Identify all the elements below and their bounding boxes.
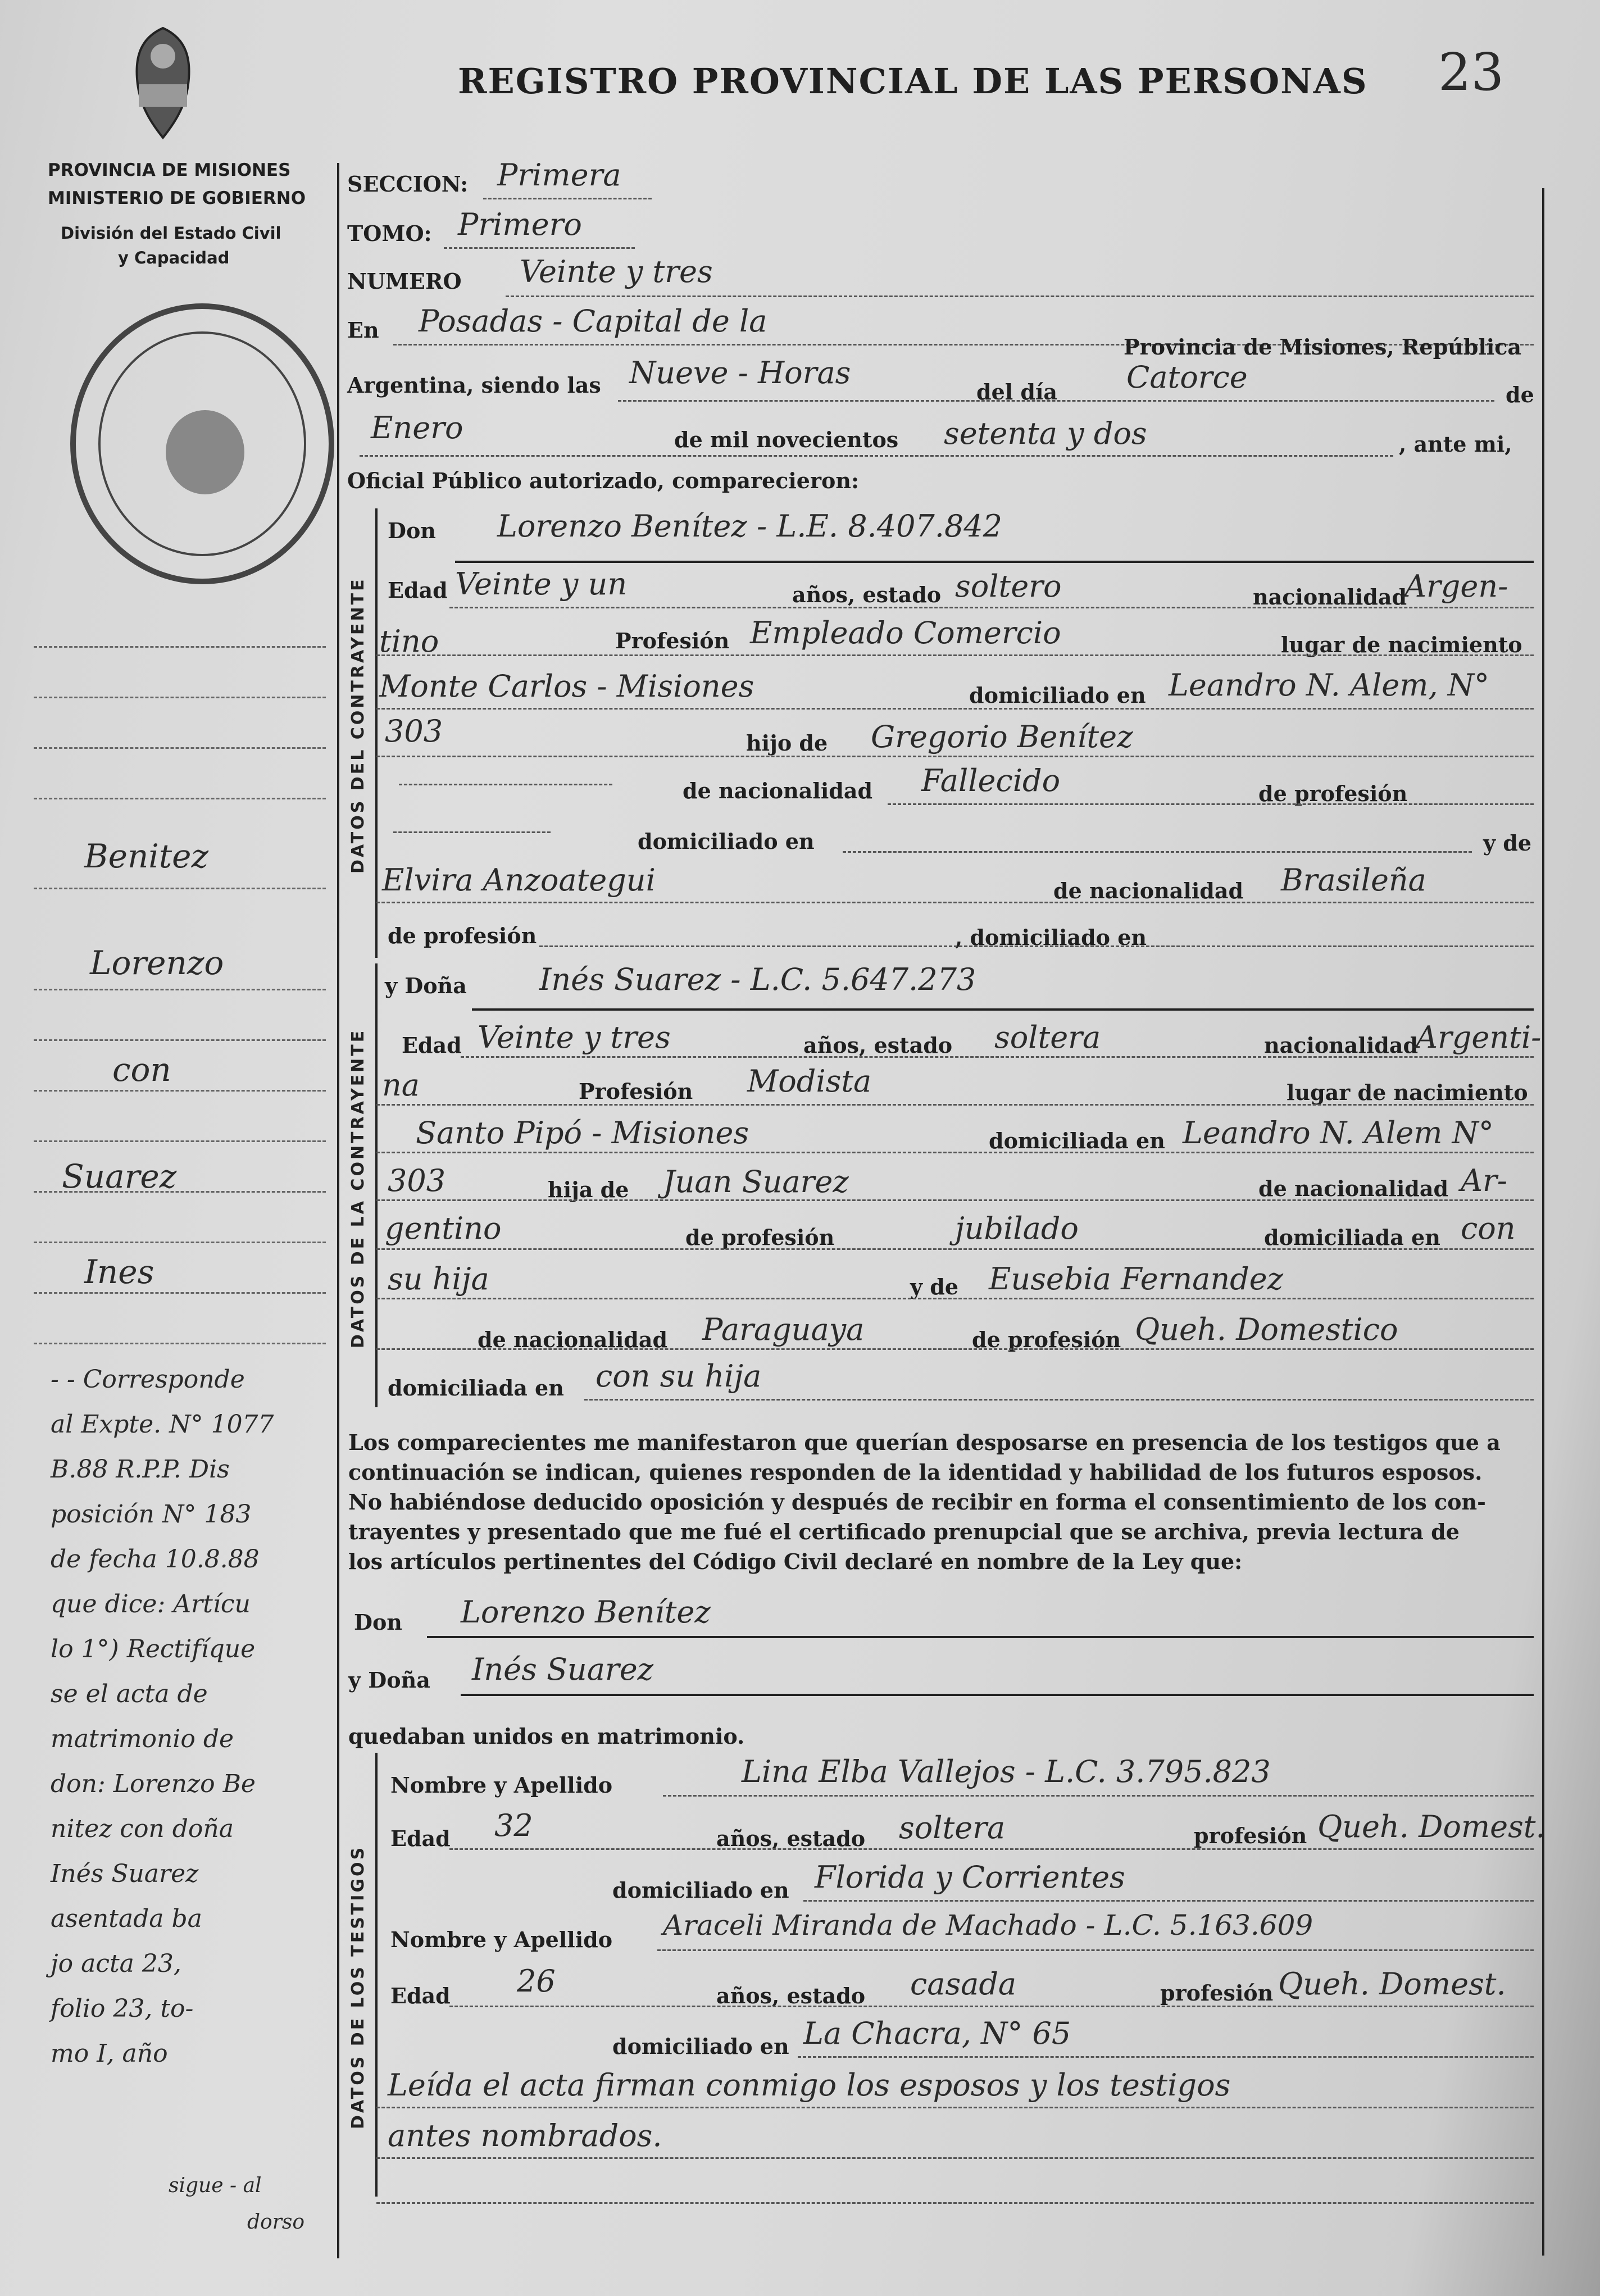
contrayenta-nac-value-b: na — [382, 1067, 420, 1103]
contrayenta-madre-prof: Queh. Domestico — [1135, 1312, 1398, 1347]
contrayenta-estado-value: soltera — [994, 1020, 1101, 1055]
mes-value: Enero — [371, 410, 463, 445]
declaration-line-1: Los comparecientes me manifestaron que querían desposarse en presencia de los testigos que a — [348, 1430, 1501, 1455]
margin-name-5: Ines — [84, 1253, 154, 1291]
declaration-line-2: continuación se indican, quienes responden de la identidad y habilidad de los futuros esposos. — [348, 1460, 1483, 1485]
contrayente-edad-value: Veinte y un — [455, 566, 628, 602]
margin-rule-11 — [34, 1242, 326, 1243]
t2-prof-value: Queh. Domest. — [1278, 1966, 1506, 2002]
margin-rule-6 — [34, 989, 326, 990]
contrayente-madre-rule — [376, 902, 1534, 903]
contrayenta-padre-value: Juan Suarez — [663, 1164, 849, 1199]
t1-edad-rule — [449, 1848, 1534, 1850]
contrayente-nac-value-b: tino — [379, 624, 439, 659]
contrayente-domic-rule — [843, 851, 1472, 853]
dia-label: del día — [976, 379, 1058, 404]
margin-name-1: Benitez — [84, 837, 209, 875]
contrayente-domic-label: domiciliado en — [638, 829, 815, 854]
don-label: Don — [388, 518, 436, 543]
contrayente-blank-rule — [399, 784, 612, 785]
t1-nombre-label: Nombre y Apellido — [390, 1772, 613, 1798]
declaration-don-label: Don — [354, 1610, 402, 1635]
provincia-text: Provincia de Misiones, República — [1124, 334, 1521, 360]
contrayente-dom-value: Leandro N. Alem, N° — [1169, 667, 1489, 703]
declaration-unidos: quedaban unidos en matrimonio. — [348, 1724, 745, 1749]
authority-line-3: División del Estado Civil — [61, 224, 281, 243]
margin-rule-12 — [34, 1292, 326, 1294]
margin-note-11: nitez con doña — [51, 1815, 234, 1843]
contrayenta-edad-label: Edad — [402, 1033, 462, 1058]
contrayenta-rule — [375, 963, 378, 1407]
contrayenta-de-prof-label: de profesión — [685, 1225, 835, 1250]
contrayenta-lugar-value: Santo Pipó - Misiones — [416, 1115, 749, 1151]
contrayenta-madre-rule — [376, 1298, 1534, 1299]
contrayenta-y-de-label: y de — [910, 1274, 959, 1299]
margin-note-1: - - Corresponde — [51, 1365, 245, 1394]
contrayenta-madre-dom-label: domiciliada en — [388, 1375, 564, 1401]
contrayente-rule — [375, 508, 378, 958]
margin-note-15: folio 23, to- — [51, 1994, 194, 2023]
margin-rule-7 — [34, 1039, 326, 1041]
t2-edad-label: Edad — [390, 1983, 451, 2008]
closing-rule-b — [376, 2157, 1534, 2159]
contrayenta-name: Inés Suarez - L.C. 5.647.273 — [539, 962, 976, 997]
contrayente-nac-label: nacionalidad — [1253, 584, 1407, 610]
testigos-section-label: DATOS DE LOS TESTIGOS — [348, 1845, 368, 2129]
margin-note-2: al Expte. N° 1077 — [51, 1410, 274, 1439]
contrayenta-padre-nac-rule — [376, 1248, 1534, 1250]
declaration-line-3: No habiéndose deducido oposición y después de recibir en forma el consentimiento de los con- — [348, 1489, 1486, 1515]
anio-value: setenta y dos — [944, 416, 1147, 451]
margin-note-9: matrimonio de — [51, 1725, 234, 1753]
t1-anios-label: años, estado — [716, 1826, 866, 1851]
contrayenta-prof-rule — [376, 1104, 1534, 1106]
seccion-value: Primera — [497, 157, 621, 193]
contrayenta-nac-label: nacionalidad — [1264, 1033, 1419, 1058]
margin-name-4: Suarez — [62, 1157, 177, 1195]
contrayenta-madre-nac-rule — [376, 1348, 1534, 1350]
declaration-dona-rule — [461, 1694, 1534, 1696]
contrayente-edad-rule — [449, 607, 1534, 608]
contrayenta-prof-label: Profesión — [579, 1079, 693, 1104]
margin-note-12: Inés Suarez — [51, 1859, 199, 1888]
frame-left-rule — [337, 163, 339, 2258]
declaration-don-rule — [427, 1636, 1534, 1638]
tomo-rule — [444, 247, 635, 249]
contrayenta-section-label: DATOS DE LA CONTRAYENTE — [348, 1028, 368, 1348]
contrayenta-madre-nac: Paraguaya — [702, 1312, 865, 1347]
margin-rule-9 — [34, 1140, 326, 1142]
t1-edad-value: 32 — [494, 1808, 533, 1843]
t2-edad-rule — [449, 2006, 1534, 2007]
contrayente-lugar-value: Monte Carlos - Misiones — [379, 669, 754, 704]
oficial-text: Oficial Público autorizado, comparecieron: — [347, 468, 859, 493]
t1-nombre-value: Lina Elba Vallejos - L.C. 3.795.823 — [742, 1754, 1271, 1789]
contrayenta-madre-dom-rule — [584, 1399, 1534, 1401]
margin-rule-13 — [34, 1343, 326, 1344]
contrayenta-padre-prof: jubilado — [955, 1211, 1079, 1246]
contrayente-prof-label: Profesión — [615, 628, 730, 653]
hora-value: Nueve - Horas — [629, 355, 851, 390]
margin-rule-10 — [34, 1191, 326, 1193]
contrayente-y-de-label: y de — [1483, 830, 1532, 856]
margin-rule-1 — [34, 646, 326, 648]
contrayente-dom-num: 303 — [385, 713, 443, 749]
contrayenta-padre-rule — [376, 1199, 1534, 1201]
contrayenta-padre-dom-b: su hija — [388, 1261, 489, 1297]
t1-prof-value: Queh. Domest. — [1317, 1809, 1546, 1844]
margin-note-14: jo acta 23, — [51, 1949, 181, 1978]
contrayenta-madre-prof-label: de profesión — [972, 1327, 1121, 1352]
contrayenta-edad-rule — [461, 1056, 1534, 1058]
t1-estado-value: soltera — [899, 1810, 1006, 1845]
t1-prof-label: profesión — [1194, 1823, 1307, 1848]
en-value: Posadas - Capital de la — [419, 303, 767, 339]
t2-edad-value: 26 — [517, 1963, 556, 1999]
margin-note-6: que dice: Artícu — [51, 1590, 251, 1618]
contrayenta-anios-label: años, estado — [803, 1033, 953, 1058]
contrayenta-dom-label: domiciliada en — [989, 1128, 1165, 1153]
declaration-don-value: Lorenzo Benítez — [461, 1594, 711, 1630]
contrayenta-padre-nac-a: Ar- — [1461, 1163, 1508, 1198]
contrayenta-dom-num: 303 — [388, 1163, 446, 1198]
margin-rule-8 — [34, 1090, 326, 1092]
closing-rule-a — [376, 2107, 1534, 2108]
hora-rule — [618, 400, 1494, 402]
margin-footer-a: sigue - al — [169, 2174, 262, 2197]
contrayente-nac-rule — [888, 803, 1534, 805]
declaration-dona-value: Inés Suarez — [472, 1652, 654, 1687]
contrayenta-madre-dom: con su hija — [596, 1358, 762, 1394]
contrayenta-domic-label: domiciliada en — [1264, 1225, 1440, 1250]
t2-estado-value: casada — [910, 1966, 1017, 2002]
en-label: En — [347, 317, 379, 343]
contrayente-dom-label: domiciliado en — [969, 683, 1146, 708]
t2-dom-value: La Chacra, N° 65 — [803, 2016, 1071, 2051]
t1-edad-label: Edad — [390, 1826, 451, 1851]
contrayente-name: Lorenzo Benítez - L.E. 8.407.842 — [497, 508, 1003, 544]
seccion-rule — [483, 198, 652, 199]
authority-line-2: MINISTERIO DE GOBIERNO — [48, 188, 306, 208]
contrayente-prof-value: Empleado Comercio — [750, 615, 1061, 651]
t2-dom-rule — [798, 2056, 1534, 2058]
t2-nombre-value: Araceli Miranda de Machado - L.C. 5.163.609 — [663, 1909, 1313, 1942]
authority-line-4: y Capacidad — [118, 248, 230, 267]
t2-anios-label: años, estado — [716, 1983, 866, 2008]
margin-name-3: con — [112, 1051, 171, 1089]
mes-rule — [360, 455, 1393, 457]
contrayenta-madre-value: Eusebia Fernandez — [989, 1261, 1284, 1297]
contrayente-padre-value: Gregorio Benítez — [871, 719, 1133, 754]
t2-nombre-label: Nombre y Apellido — [390, 1927, 613, 1952]
t1-dom-value: Florida y Corrientes — [815, 1859, 1125, 1895]
margin-note-16: mo I, año — [51, 2039, 168, 2068]
contrayenta-dom-value: Leandro N. Alem N° — [1183, 1115, 1494, 1151]
contrayente-padre-nac: Fallecido — [921, 763, 1061, 798]
margin-note-10: don: Lorenzo Be — [51, 1770, 256, 1798]
contrayente-edad-label: Edad — [388, 578, 448, 603]
contrayenta-lugar-label: lugar de nacimiento — [1287, 1080, 1528, 1105]
declaration-dona-label: y Doña — [348, 1667, 430, 1693]
dona-label: y Doña — [385, 973, 467, 998]
contrayenta-padre-dom-a: con — [1461, 1211, 1516, 1246]
contrayenta-lugar-rule — [376, 1152, 1534, 1153]
contrayenta-de-nac-label: de nacionalidad — [1258, 1176, 1449, 1201]
anio-label: de mil novecientos — [674, 427, 899, 452]
frame-right-rule — [1542, 188, 1544, 2256]
contrayente-madre-nac-label: de nacionalidad — [1053, 878, 1244, 903]
margin-name-2: Lorenzo — [90, 944, 224, 982]
numero-label: NUMERO — [347, 269, 462, 294]
contrayente-de-nac-label: de nacionalidad — [683, 778, 873, 803]
t2-prof-label: profesión — [1160, 1980, 1274, 2006]
margin-rule-5 — [34, 888, 326, 889]
dia-value: Catorce — [1126, 360, 1248, 395]
contrayente-madre-nac: Brasileña — [1281, 862, 1426, 898]
contrayente-madre-value: Elvira Anzoategui — [382, 862, 656, 898]
contrayente-nac-value-a: Argen- — [1404, 569, 1508, 604]
tomo-label: TOMO: — [347, 221, 432, 246]
contrayente-madre-prof-rule — [539, 945, 1534, 947]
closing-line-b: antes nombrados. — [388, 2118, 662, 2153]
contrayente-estado-value: soltero — [955, 569, 1062, 604]
closing-rule-c — [376, 2202, 1534, 2204]
page-number: 23 — [1438, 42, 1504, 102]
contrayenta-name-rule — [472, 1008, 1534, 1011]
numero-value: Veinte y tres — [520, 254, 713, 289]
contrayenta-prof-value: Modista — [747, 1063, 872, 1099]
contrayente-hijo-label: hijo de — [746, 730, 828, 756]
testigos-rule — [375, 1753, 378, 2197]
declaration-line-5: los artículos pertinentes del Código Civil declaré en nombre de la Ley que: — [348, 1549, 1243, 1574]
contrayente-name-rule — [455, 561, 1534, 563]
t1-dom-rule — [803, 1900, 1534, 1902]
contrayente-blank-rule-2 — [393, 831, 551, 833]
coat-of-arms-icon — [126, 22, 199, 146]
contrayente-lugar-label: lugar de nacimiento — [1281, 632, 1522, 657]
contrayente-padre-rule — [376, 756, 1534, 757]
official-seal — [70, 303, 334, 584]
contrayenta-madre-nac-label: de nacionalidad — [478, 1327, 668, 1352]
t1-nombre-rule — [663, 1795, 1534, 1797]
margin-rule-4 — [34, 798, 326, 799]
contrayenta-edad-value: Veinte y tres — [478, 1020, 671, 1055]
margin-rule-2 — [34, 697, 326, 698]
contrayenta-hija-label: hija de — [548, 1177, 629, 1202]
register-title: REGISTRO PROVINCIAL DE LAS PERSONAS — [458, 61, 1368, 102]
margin-note-8: se el acta de — [51, 1680, 208, 1708]
contrayente-anios-label: años, estado — [792, 582, 942, 607]
contrayente-de-prof-label: de profesión — [1258, 781, 1408, 806]
declaration-line-4: trayentes y presentado que me fué el certificado prenupcial que se archiva, previa lectura de — [348, 1519, 1460, 1544]
margin-note-5: de fecha 10.8.88 — [51, 1545, 260, 1574]
contrayente-madre-dom-label: , domiciliado en — [955, 925, 1147, 950]
contrayente-section-label: DATOS DEL CONTRAYENTE — [348, 577, 368, 874]
tomo-value: Primero — [458, 207, 582, 242]
t1-dom-label: domiciliado en — [612, 1877, 789, 1903]
contrayente-prof-rule — [376, 654, 1534, 656]
t2-dom-label: domiciliado en — [612, 2034, 789, 2059]
t2-nombre-rule — [657, 1949, 1534, 1951]
margin-note-7: lo 1°) Rectifíque — [51, 1635, 256, 1663]
contrayenta-nac-value-a: Argenti- — [1416, 1020, 1542, 1055]
contrayenta-padre-nac-b: gentino — [385, 1211, 502, 1246]
contrayente-madre-prof-label: de profesión — [388, 923, 537, 948]
contrayente-lugar-rule — [376, 708, 1534, 710]
de-label: de — [1506, 382, 1534, 407]
margin-note-4: posición N° 183 — [51, 1500, 252, 1529]
ante-mi: , ante mi, — [1399, 431, 1512, 457]
margin-note-13: asentada ba — [51, 1904, 202, 1933]
margin-rule-3 — [34, 747, 326, 749]
margin-footer-b: dorso — [247, 2211, 305, 2234]
authority-line-1: PROVINCIA DE MISIONES — [48, 160, 291, 180]
margin-note-3: B.88 R.P.P. Dis — [51, 1455, 230, 1484]
closing-line-a: Leída el acta firman conmigo los esposos y los testigos — [388, 2067, 1231, 2103]
seccion-label: SECCION: — [347, 171, 469, 197]
argentina-text: Argentina, siendo las — [347, 372, 601, 398]
numero-rule — [506, 295, 1534, 297]
